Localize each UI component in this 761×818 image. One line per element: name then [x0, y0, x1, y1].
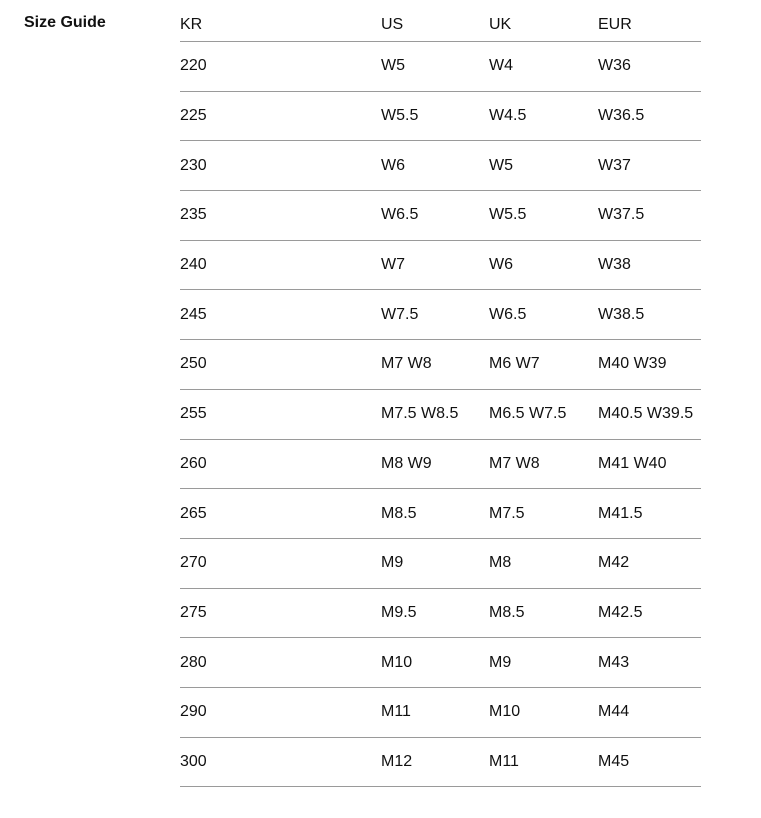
cell-kr: 270	[180, 554, 207, 572]
cell-uk: W6	[489, 256, 513, 274]
cell-us: W5	[381, 57, 405, 75]
cell-us: M12	[381, 752, 413, 770]
cell-eur: M42	[598, 554, 630, 572]
table-row	[180, 539, 701, 589]
cell-us: M8.5	[381, 504, 417, 522]
cell-kr: 225	[180, 107, 207, 125]
cell-uk: M7.5	[489, 504, 525, 522]
cell-us: M9.5	[381, 603, 417, 621]
cell-us: M9	[381, 554, 404, 572]
table-header-row	[180, 0, 701, 42]
cell-uk: M7 W8	[489, 454, 540, 472]
cell-eur: W37.5	[598, 206, 645, 224]
header-uk: UK	[489, 16, 512, 33]
table-row	[180, 638, 701, 688]
size-guide-title: Size Guide	[24, 14, 106, 31]
cell-uk: M6 W7	[489, 355, 540, 373]
cell-uk: M11	[489, 752, 519, 770]
header-us: US	[381, 16, 404, 33]
cell-eur: M41 W40	[598, 454, 667, 472]
cell-eur: M42.5	[598, 603, 643, 621]
table-row	[180, 688, 701, 738]
cell-eur: M45	[598, 752, 630, 770]
cell-eur: W37	[598, 156, 631, 174]
cell-kr: 265	[180, 504, 207, 522]
cell-kr: 230	[180, 156, 207, 174]
cell-uk: W6.5	[489, 305, 527, 323]
cell-eur: M43	[598, 653, 630, 671]
cell-eur: W38	[598, 256, 631, 274]
cell-eur: M40 W39	[598, 355, 667, 373]
cell-eur: M44	[598, 703, 630, 721]
cell-eur: W36.5	[598, 107, 645, 125]
cell-us: W6	[381, 156, 405, 174]
table-body	[180, 42, 701, 787]
cell-us: M10	[381, 653, 413, 671]
cell-us: M7.5 W8.5	[381, 405, 459, 423]
table-row	[180, 589, 701, 639]
cell-kr: 220	[180, 57, 207, 75]
header-eur: EUR	[598, 16, 632, 33]
cell-uk: W4.5	[489, 107, 527, 125]
cell-us: M8 W9	[381, 454, 432, 472]
cell-uk: W5	[489, 156, 513, 174]
cell-uk: M8	[489, 554, 512, 572]
cell-uk: M6.5 W7.5	[489, 405, 567, 423]
cell-kr: 245	[180, 305, 207, 323]
cell-us: M11	[381, 703, 411, 721]
cell-us: W7	[381, 256, 405, 274]
cell-kr: 260	[180, 454, 207, 472]
table-row	[180, 390, 701, 440]
cell-kr: 250	[180, 355, 207, 373]
cell-kr: 275	[180, 603, 207, 621]
table-row	[180, 191, 701, 241]
cell-eur: M41.5	[598, 504, 643, 522]
cell-us: M7 W8	[381, 355, 432, 373]
table-row	[180, 42, 701, 92]
cell-kr: 290	[180, 703, 207, 721]
cell-kr: 255	[180, 405, 207, 423]
cell-us: W6.5	[381, 206, 419, 224]
table-row	[180, 241, 701, 291]
table-row	[180, 290, 701, 340]
cell-uk: M10	[489, 703, 521, 721]
cell-eur: W36	[598, 57, 631, 75]
cell-kr: 300	[180, 752, 207, 770]
cell-uk: M9	[489, 653, 512, 671]
cell-eur: M40.5 W39.5	[598, 405, 694, 423]
cell-us: W7.5	[381, 305, 419, 323]
table-row	[180, 141, 701, 191]
table-row	[180, 92, 701, 142]
table-row	[180, 340, 701, 390]
cell-uk: W4	[489, 57, 513, 75]
cell-kr: 235	[180, 206, 207, 224]
table-row	[180, 440, 701, 490]
table-row	[180, 489, 701, 539]
cell-uk: W5.5	[489, 206, 527, 224]
cell-eur: W38.5	[598, 305, 645, 323]
cell-uk: M8.5	[489, 603, 525, 621]
cell-kr: 240	[180, 256, 207, 274]
table-row	[180, 738, 701, 788]
header-kr: KR	[180, 16, 203, 33]
size-guide-table	[180, 0, 701, 787]
cell-kr: 280	[180, 653, 207, 671]
cell-us: W5.5	[381, 107, 419, 125]
